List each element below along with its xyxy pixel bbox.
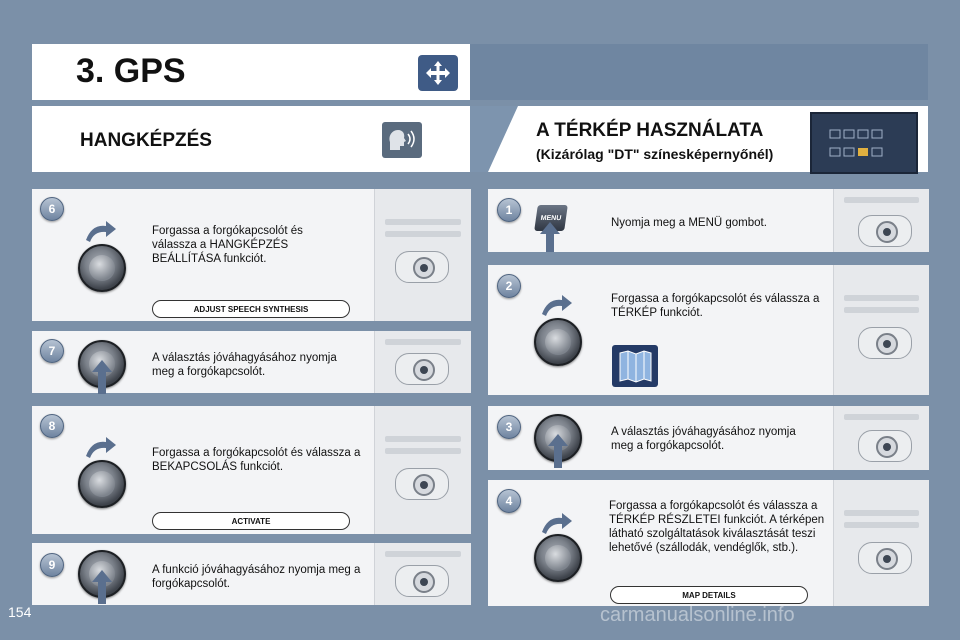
step-number-badge: 2 <box>497 274 521 298</box>
rotary-dial <box>534 534 582 582</box>
left-section-heading: HANGKÉPZÉS <box>80 130 212 151</box>
right-section-heading: A TÉRKÉP HASZNÁLATA <box>536 120 764 141</box>
step-number-badge: 7 <box>40 339 64 363</box>
step-number-badge: 1 <box>497 198 521 222</box>
nav-arrows-icon <box>418 55 458 91</box>
step-2-text: Forgassa a forgókapcsolót és válassza a TÉRKÉP funkciót. <box>611 293 820 319</box>
step-8-text: Forgassa a forgókapcsolót és válassza a BEKAPCSOLÁS funkciót. <box>152 447 361 473</box>
page-title: 3. GPS <box>76 52 186 90</box>
step-number-badge: 9 <box>40 553 64 577</box>
step-7-text: A választás jóváhagyásához nyomja meg a forgókapcsolót. <box>152 352 337 378</box>
step-6-pill: ADJUST SPEECH SYNTHESIS <box>152 300 350 318</box>
console-illustration <box>833 189 929 252</box>
speech-head-icon <box>382 122 422 158</box>
map-folded-icon <box>612 345 658 387</box>
step-3-text: A választás jóváhagyásához nyomja meg a forgókapcsolót. <box>611 426 796 452</box>
watermark: carmanualsonline.info <box>600 604 795 626</box>
page-number: 154 <box>8 604 32 620</box>
console-illustration <box>374 406 471 534</box>
push-arrow-icon <box>90 570 114 609</box>
step-number-badge: 4 <box>497 489 521 513</box>
step-1-text: Nyomja meg a MENÜ gombot. <box>611 217 767 229</box>
step-number-badge: 6 <box>40 197 64 221</box>
console-illustration <box>833 406 929 470</box>
push-arrow-icon <box>546 434 570 473</box>
step-9-text: A funkció jóváhagyásához nyomja meg a forgókapcsolót. <box>152 564 361 590</box>
push-arrow-icon <box>538 222 562 257</box>
console-illustration <box>374 543 471 605</box>
screen-thumbnail-icon <box>810 112 918 174</box>
step-8-pill: ACTIVATE <box>152 512 350 530</box>
console-illustration <box>833 480 929 606</box>
step-4-pill: MAP DETAILS <box>610 586 808 604</box>
step-6-text: Forgassa a forgókapcsolót és válassza a HANGKÉPZÉS BEÁLLÍTÁSA funkciót. <box>152 225 303 265</box>
step-number-badge: 3 <box>497 415 521 439</box>
header-bar-right <box>470 44 928 100</box>
step-4-text: Forgassa a forgókapcsolót és válassza a TÉRKÉP RÉSZLETEI funkciót. A térképen látható szolgáltatások kiválasztását teszi lehetővé (szállodák, vendéglők, stb.). <box>609 500 825 554</box>
menu-button-label: MENU <box>540 214 562 222</box>
console-illustration <box>374 189 471 321</box>
rotary-dial <box>534 318 582 366</box>
console-illustration <box>833 265 929 395</box>
rotary-dial <box>78 460 126 508</box>
rotary-dial <box>78 244 126 292</box>
console-illustration <box>374 331 471 393</box>
right-section-subheading: (Kizárólag "DT" színesképernyőnél) <box>536 146 774 162</box>
push-arrow-icon <box>90 360 114 399</box>
step-number-badge: 8 <box>40 414 64 438</box>
